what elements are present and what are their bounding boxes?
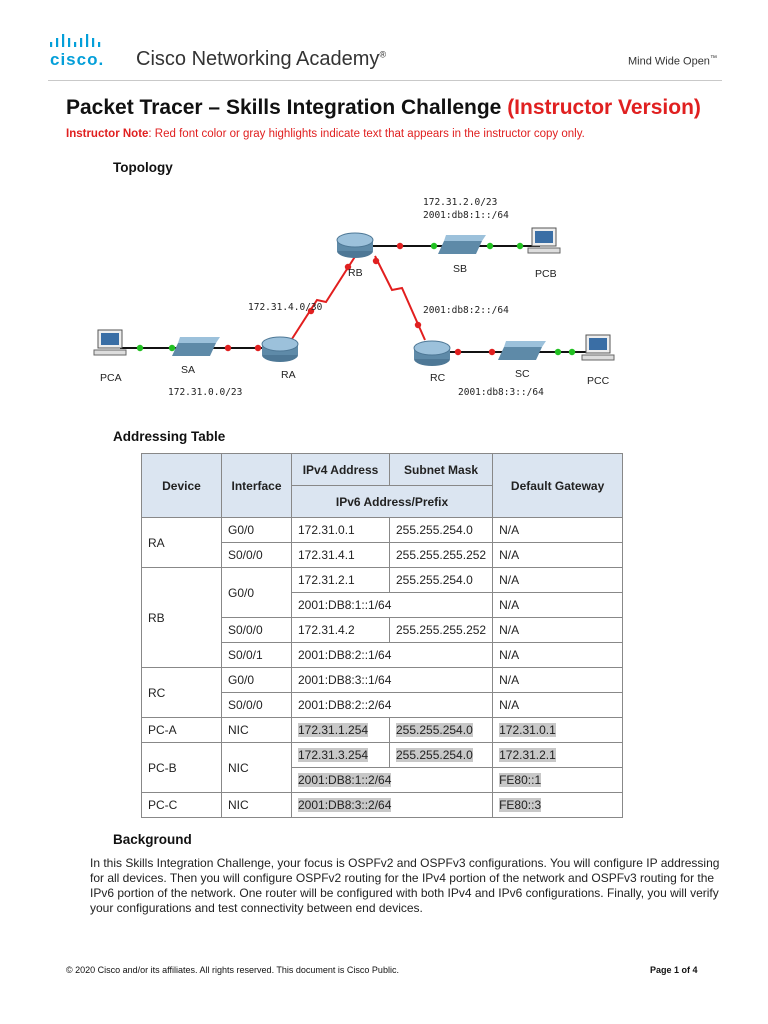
- cell-ipv4: 172.31.3.254: [292, 743, 390, 768]
- cell-interface: G0/0: [222, 568, 292, 618]
- page-title: [66, 96, 701, 120]
- cell-ipv4: 172.31.2.1: [292, 568, 390, 593]
- cell-device: RA: [142, 518, 222, 568]
- router-ra-icon: [262, 337, 298, 362]
- table-header-row: [142, 454, 623, 486]
- title-variant: (Instructor Version): [507, 96, 701, 119]
- header-gateway: Default Gateway: [493, 454, 623, 518]
- cell-mask: 255.255.254.0: [390, 518, 493, 543]
- link-lines: [120, 246, 590, 352]
- cell-device: PC-B: [142, 743, 222, 793]
- cell-interface: G0/0: [222, 518, 292, 543]
- net-label-rb-rc: 2001:db8:2::/64: [423, 305, 509, 316]
- cell-interface: NIC: [222, 718, 292, 743]
- cell-device: PC-A: [142, 718, 222, 743]
- device-label-pca: PCA: [100, 372, 122, 384]
- cell-device: RC: [142, 668, 222, 718]
- cell-interface: S0/0/1: [222, 643, 292, 668]
- pc-pcb-icon: [528, 228, 560, 253]
- device-label-sa: SA: [181, 364, 196, 376]
- cell-ipv6: 2001:DB8:1::1/64: [292, 593, 493, 618]
- tagline: Mind Wide Open™: [628, 55, 717, 68]
- cisco-wordmark: cisco.: [50, 50, 105, 69]
- cell-interface: NIC: [222, 743, 292, 793]
- topology-diagram: [80, 180, 660, 410]
- cell-gateway: N/A: [493, 543, 623, 568]
- cell-ipv6: 2001:DB8:2::1/64: [292, 643, 493, 668]
- table-row: [142, 718, 623, 743]
- cell-gateway: N/A: [493, 568, 623, 593]
- background-paragraph: In this Skills Integration Challenge, your focus is OSPFv2 and OSPFv3 configurations. You will configure IP addressing for all devices. Then you will configure OSPFv2 routing for the IPv4 portion of the network and OSPFv3 routing for the IPv6 portion of the network. One router will be configured with both IPv4 and IPv6 configurations. Finally, you will verify your configurations and test connectivity between end devices.: [90, 856, 720, 915]
- device-label-pcb: PCB: [535, 268, 557, 280]
- addressing-table: [141, 453, 623, 818]
- table-row: [142, 743, 623, 768]
- switch-sa-icon: [172, 337, 220, 356]
- cell-ipv6: 2001:DB8:1::2/64: [292, 768, 493, 793]
- academy-name: Cisco Networking Academy®: [136, 48, 387, 70]
- pc-pcc-icon: [582, 335, 614, 360]
- cell-gateway: N/A: [493, 668, 623, 693]
- cell-ipv4: 172.31.4.2: [292, 618, 390, 643]
- device-label-pcc: PCC: [587, 375, 610, 387]
- cell-ipv4: 172.31.1.254: [292, 718, 390, 743]
- table-row: [142, 668, 623, 693]
- net-label-rb-sb-v6: 2001:db8:1::/64: [423, 210, 509, 221]
- header-ipv4: IPv4 Address: [292, 454, 390, 486]
- cell-gateway: FE80::3: [493, 793, 623, 818]
- cell-mask: 255.255.254.0: [390, 718, 493, 743]
- cell-mask: 255.255.254.0: [390, 568, 493, 593]
- header-interface: Interface: [222, 454, 292, 518]
- cell-mask: 255.255.255.252: [390, 543, 493, 568]
- net-label-rc-lan: 2001:db8:3::/64: [458, 387, 544, 398]
- cell-interface: S0/0/0: [222, 543, 292, 568]
- cell-gateway: 172.31.0.1: [493, 718, 623, 743]
- header-device: Device: [142, 454, 222, 518]
- footer-page-number: Page 1 of 4: [650, 965, 698, 975]
- addressing-heading: Addressing Table: [113, 429, 226, 444]
- cell-interface: S0/0/0: [222, 693, 292, 718]
- table-row: [142, 518, 623, 543]
- header-divider: [48, 80, 722, 81]
- cell-interface: S0/0/0: [222, 618, 292, 643]
- cell-device: PC-C: [142, 793, 222, 818]
- header-mask: Subnet Mask: [390, 454, 493, 486]
- cell-mask: 255.255.255.252: [390, 618, 493, 643]
- cell-interface: NIC: [222, 793, 292, 818]
- cell-interface: G0/0: [222, 668, 292, 693]
- router-rb-icon: [337, 233, 373, 258]
- device-label-sb: SB: [453, 263, 468, 275]
- footer-copyright: © 2020 Cisco and/or its affiliates. All rights reserved. This document is Cisco Public.: [66, 965, 399, 975]
- cell-gateway: N/A: [493, 693, 623, 718]
- cell-gateway: 172.31.2.1: [493, 743, 623, 768]
- title-main: Packet Tracer – Skills Integration Challenge: [66, 96, 502, 119]
- cell-mask: 255.255.254.0: [390, 743, 493, 768]
- pc-pca-icon: [94, 330, 126, 355]
- device-label-rc: RC: [430, 372, 446, 384]
- instructor-note: Instructor Note: Red font color or gray highlights indicate text that appears in the instructor copy only.: [66, 128, 585, 140]
- cell-ipv4: 172.31.0.1: [292, 518, 390, 543]
- topology-heading: Topology: [113, 160, 173, 175]
- cell-ipv6: 2001:DB8:2::2/64: [292, 693, 493, 718]
- net-label-rb-sb-v4: 172.31.2.0/23: [423, 197, 498, 208]
- device-label-sc: SC: [515, 368, 530, 380]
- switch-sc-icon: [498, 341, 546, 360]
- table-row: [142, 793, 623, 818]
- cell-ipv6: 2001:DB8:3::2/64: [292, 793, 493, 818]
- cell-gateway: N/A: [493, 518, 623, 543]
- cell-ipv4: 172.31.4.1: [292, 543, 390, 568]
- cell-gateway: N/A: [493, 593, 623, 618]
- net-label-ra-rb: 172.31.4.0/30: [248, 302, 323, 313]
- device-label-rb: RB: [348, 267, 363, 279]
- background-heading: Background: [113, 832, 192, 847]
- cell-gateway: FE80::1: [493, 768, 623, 793]
- cell-gateway: N/A: [493, 618, 623, 643]
- header-ipv6: IPv6 Address/Prefix: [292, 486, 493, 518]
- switch-sb-icon: [438, 235, 486, 254]
- net-label-ra-lan: 172.31.0.0/23: [168, 387, 243, 398]
- cell-ipv6: 2001:DB8:3::1/64: [292, 668, 493, 693]
- router-rc-icon: [414, 341, 450, 366]
- cell-gateway: N/A: [493, 643, 623, 668]
- device-label-ra: RA: [281, 369, 296, 381]
- cell-device: RB: [142, 568, 222, 668]
- table-row: [142, 568, 623, 593]
